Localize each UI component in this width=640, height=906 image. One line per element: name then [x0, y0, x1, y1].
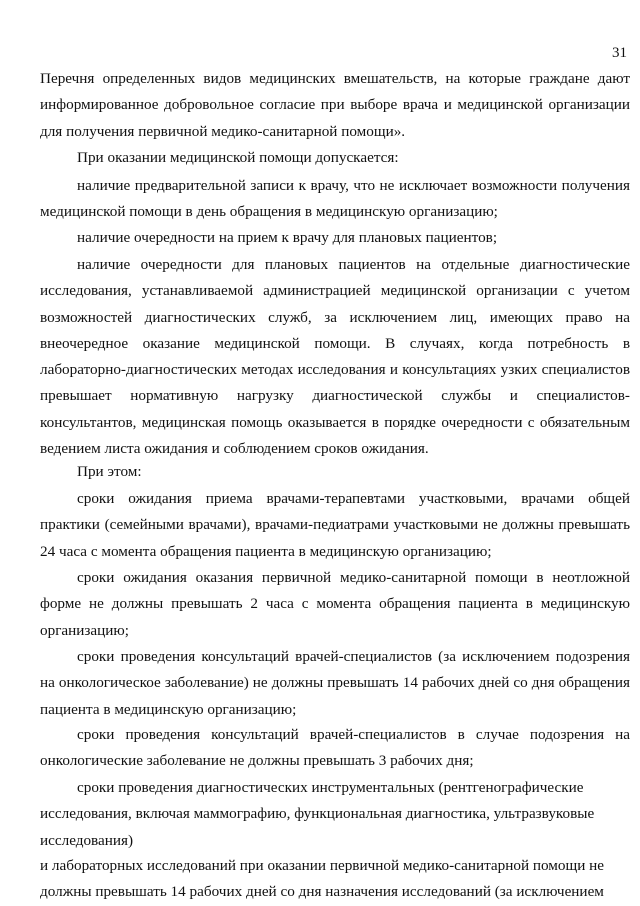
- paragraph-10: [40, 722, 630, 775]
- page-number: 31: [612, 45, 627, 61]
- paragraph-text: наличие очередности для плановых пациентов на отдельные диагностические исследования, устанавливаемой администрацией медицинской организации с учетом возможностей диагностических служб, за исключением лиц, имеющих право на внеочередное оказание медицинской помощи. В случаях, когда потребность в лабораторно-диагностических методах исследования и консультациях узких специалистов превышает нормативную нагрузку диагностической службы и специалистов-консультантов, медицинская помощь оказывается в порядке очередности с обязательным ведением листа ожидания и соблюдением сроков ожидания.: [40, 256, 630, 458]
- paragraph-text: наличие предварительной записи к врачу, что не исключает возможности получения медицинской помощи в день обращения в медицинскую организацию;: [40, 177, 630, 221]
- paragraph-text: сроки проведения консультаций врачей-специалистов в случае подозрения на онкологические заболевание не должны превышать 3 рабочих дня;: [40, 726, 630, 770]
- paragraph-11: [40, 775, 600, 854]
- paragraph-text: сроки ожидания оказания первичной медико-санитарной помощи в неотложной форме не должны превышать 2 часа с момента обращения пациента в медицинскую организацию;: [40, 569, 630, 639]
- paragraph-6: [40, 459, 630, 485]
- paragraph-3: [40, 173, 630, 226]
- paragraph-1: [40, 66, 630, 145]
- paragraph-2: [40, 145, 630, 171]
- paragraph-12: [40, 853, 610, 906]
- paragraph-text: сроки проведения диагностических инструментальных (рентгенографические исследования, включая маммографию, функциональная диагностика, ультразвуковые исследования): [40, 779, 595, 849]
- paragraph-text: сроки проведения консультаций врачей-специалистов (за исключением подозрения на онкологическое заболевание) не должны превышать 14 рабочих дней со дня обращения пациента в медицинскую организацию;: [40, 648, 630, 718]
- paragraph-text: При оказании медицинской помощи допускается:: [77, 149, 399, 166]
- paragraph-7: [40, 486, 630, 565]
- paragraph-8: [40, 565, 630, 644]
- paragraph-text: и лабораторных исследований при оказании первичной медико-санитарной помощи не должны превышать 14 рабочих дней со дня назначения исследований (за исключением: [40, 857, 605, 901]
- paragraph-text: сроки ожидания приема врачами-терапевтами участковыми, врачами общей практики (семейными врачами), врачами-педиатрами участковыми не должны превышать 24 часа с момента обращения пациента в медицинскую организацию;: [40, 490, 630, 560]
- paragraph-text: Перечня определенных видов медицинских вмешательств, на которые граждане дают информированное добровольное согласие при выборе врача и медицинской организации для получения первичной медико-санитарной помощи».: [40, 70, 630, 140]
- paragraph-text: При этом:: [77, 463, 142, 480]
- paragraph-5: [40, 252, 630, 462]
- paragraph-4: [40, 225, 630, 251]
- paragraph-9: [40, 644, 630, 723]
- paragraph-text: наличие очередности на прием к врачу для плановых пациентов;: [77, 229, 498, 246]
